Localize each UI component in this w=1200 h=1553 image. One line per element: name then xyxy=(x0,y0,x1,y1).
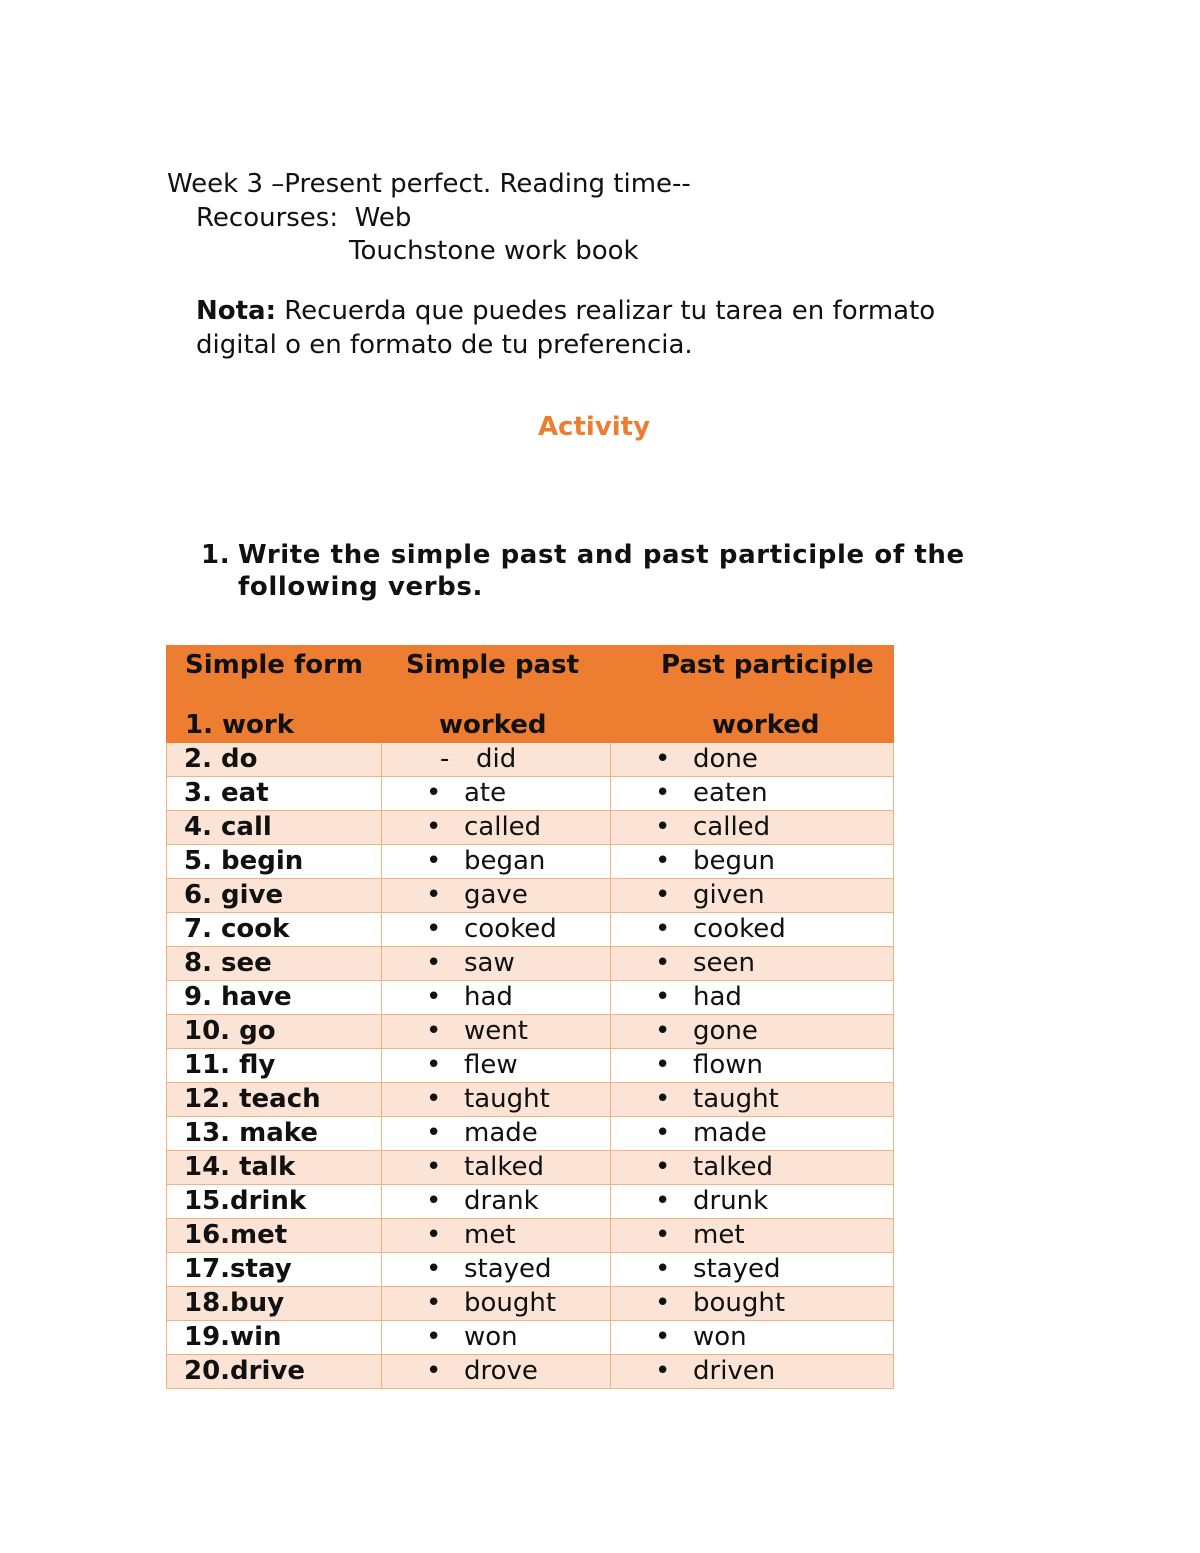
table-row xyxy=(167,777,894,811)
simple-past-cell xyxy=(382,811,611,845)
simple-past-cell xyxy=(382,1287,611,1321)
simple-past-cell xyxy=(382,1219,611,1253)
simple-form-cell: 17.stay xyxy=(167,1253,382,1287)
document-title: Week 3 –Present perfect. Reading time-- xyxy=(167,169,691,199)
past-participle-value: given xyxy=(693,880,765,910)
simple-form-cell: 2. do xyxy=(167,743,382,777)
past-participle-value: cooked xyxy=(693,914,786,944)
note-label: Nota: xyxy=(196,296,276,326)
note-line-2: digital o en formato de tu preferencia. xyxy=(196,330,693,360)
list-marker: • xyxy=(655,1152,671,1182)
simple-past-value: saw xyxy=(464,948,515,978)
simple-past-value: drove xyxy=(464,1356,538,1386)
list-marker: • xyxy=(655,982,671,1012)
list-marker: • xyxy=(655,948,671,978)
past-participle-cell xyxy=(611,1117,894,1151)
table-row xyxy=(167,1185,894,1219)
table-row xyxy=(167,947,894,981)
header-simple-past xyxy=(382,646,611,743)
activity-heading: Activity xyxy=(537,412,651,442)
simple-form-cell: 11. fly xyxy=(167,1049,382,1083)
simple-past-cell xyxy=(382,1321,611,1355)
resources-line-2: Touchstone work book xyxy=(349,236,639,266)
simple-form-cell: 5. begin xyxy=(167,845,382,879)
list-marker: • xyxy=(426,982,442,1012)
header-label: Simple form xyxy=(185,650,364,680)
list-marker: • xyxy=(426,1016,442,1046)
note-line-1 xyxy=(196,294,935,328)
simple-past-cell xyxy=(382,777,611,811)
past-participle-cell xyxy=(611,1083,894,1117)
list-marker: - xyxy=(440,744,450,774)
list-marker: • xyxy=(426,846,442,876)
past-participle-cell xyxy=(611,1253,894,1287)
simple-past-cell xyxy=(382,1083,611,1117)
list-marker: • xyxy=(426,812,442,842)
past-participle-value: won xyxy=(693,1322,747,1352)
list-marker: • xyxy=(655,1050,671,1080)
past-participle-cell xyxy=(611,913,894,947)
past-participle-value: gone xyxy=(693,1016,758,1046)
simple-past-cell xyxy=(382,1049,611,1083)
past-participle-cell xyxy=(611,1321,894,1355)
simple-form-cell: 8. see xyxy=(167,947,382,981)
simple-past-cell xyxy=(382,845,611,879)
simple-past-value: won xyxy=(464,1322,518,1352)
past-participle-value: driven xyxy=(693,1356,776,1386)
simple-past-value: had xyxy=(464,982,513,1012)
past-participle-value: bought xyxy=(693,1288,786,1318)
table-row xyxy=(167,1117,894,1151)
list-marker: • xyxy=(426,1118,442,1148)
instruction-number: 1. xyxy=(201,540,231,570)
list-marker: • xyxy=(655,1118,671,1148)
simple-past-value: made xyxy=(464,1118,538,1148)
list-marker: • xyxy=(426,948,442,978)
simple-past-value: did xyxy=(476,744,517,774)
past-participle-value: called xyxy=(693,812,771,842)
past-participle-value: stayed xyxy=(693,1254,781,1284)
table-row xyxy=(167,1321,894,1355)
table-row xyxy=(167,1083,894,1117)
simple-past-value: went xyxy=(464,1016,528,1046)
simple-past-cell xyxy=(382,1355,611,1389)
past-participle-cell xyxy=(611,1151,894,1185)
simple-form-cell: 6. give xyxy=(167,879,382,913)
list-marker: • xyxy=(655,1356,671,1386)
simple-past-value: called xyxy=(464,812,542,842)
past-participle-cell xyxy=(611,811,894,845)
simple-past-value: met xyxy=(464,1220,516,1250)
simple-form-cell: 13. make xyxy=(167,1117,382,1151)
table-row xyxy=(167,1253,894,1287)
header-label: Past participle xyxy=(661,650,874,680)
list-marker: • xyxy=(655,880,671,910)
table-row xyxy=(167,1219,894,1253)
header-simple-form xyxy=(167,646,382,743)
past-participle-cell xyxy=(611,1015,894,1049)
note-text: Recuerda que puedes realizar tu tarea en formato xyxy=(276,296,936,326)
simple-form-cell: 15.drink xyxy=(167,1185,382,1219)
list-marker: • xyxy=(655,1254,671,1284)
verbs-table xyxy=(166,645,894,1389)
simple-form-cell: 19.win xyxy=(167,1321,382,1355)
list-marker: • xyxy=(655,778,671,808)
simple-past-cell xyxy=(382,743,611,777)
header-past-participle xyxy=(611,646,894,743)
list-marker: • xyxy=(426,1186,442,1216)
table-row xyxy=(167,1151,894,1185)
simple-form-cell: 16.met xyxy=(167,1219,382,1253)
header-example: worked xyxy=(439,710,547,740)
past-participle-cell xyxy=(611,1219,894,1253)
simple-form-cell: 4. call xyxy=(167,811,382,845)
simple-form-cell: 18.buy xyxy=(167,1287,382,1321)
simple-past-value: stayed xyxy=(464,1254,552,1284)
list-marker: • xyxy=(655,1016,671,1046)
past-participle-value: begun xyxy=(693,846,775,876)
table-row xyxy=(167,1049,894,1083)
list-marker: • xyxy=(426,880,442,910)
past-participle-cell xyxy=(611,879,894,913)
simple-form-cell: 9. have xyxy=(167,981,382,1015)
simple-form-cell: 10. go xyxy=(167,1015,382,1049)
list-marker: • xyxy=(426,1050,442,1080)
list-marker: • xyxy=(655,1186,671,1216)
past-participle-cell xyxy=(611,845,894,879)
simple-past-cell xyxy=(382,913,611,947)
table-row xyxy=(167,743,894,777)
simple-form-cell: 12. teach xyxy=(167,1083,382,1117)
list-marker: • xyxy=(426,1220,442,1250)
simple-past-value: ate xyxy=(464,778,507,808)
resources-line: Recourses: Web xyxy=(196,203,412,233)
list-marker: • xyxy=(655,1220,671,1250)
past-participle-value: seen xyxy=(693,948,756,978)
past-participle-cell xyxy=(611,743,894,777)
past-participle-value: eaten xyxy=(693,778,768,808)
past-participle-value: met xyxy=(693,1220,745,1250)
list-marker: • xyxy=(655,1288,671,1318)
verbs-table-body xyxy=(167,743,894,1389)
past-participle-cell xyxy=(611,981,894,1015)
table-header-row xyxy=(167,646,894,743)
list-marker: • xyxy=(655,914,671,944)
simple-past-value: taught xyxy=(464,1084,550,1114)
list-marker: • xyxy=(426,1288,442,1318)
simple-past-cell xyxy=(382,1117,611,1151)
past-participle-value: made xyxy=(693,1118,767,1148)
list-marker: • xyxy=(655,1084,671,1114)
past-participle-cell xyxy=(611,777,894,811)
list-marker: • xyxy=(426,778,442,808)
past-participle-value: flown xyxy=(693,1050,764,1080)
table-row xyxy=(167,811,894,845)
table-row xyxy=(167,913,894,947)
past-participle-value: had xyxy=(693,982,742,1012)
simple-form-cell: 7. cook xyxy=(167,913,382,947)
list-marker: • xyxy=(426,1152,442,1182)
past-participle-value: drunk xyxy=(693,1186,769,1216)
simple-form-cell: 14. talk xyxy=(167,1151,382,1185)
header-example: 1. work xyxy=(185,710,295,740)
list-marker: • xyxy=(655,744,671,774)
simple-form-cell: 20.drive xyxy=(167,1355,382,1389)
past-participle-value: talked xyxy=(693,1152,773,1182)
list-marker: • xyxy=(426,1254,442,1284)
past-participle-cell xyxy=(611,1049,894,1083)
past-participle-cell xyxy=(611,1355,894,1389)
simple-past-cell xyxy=(382,1253,611,1287)
simple-past-cell xyxy=(382,1015,611,1049)
simple-past-cell xyxy=(382,947,611,981)
list-marker: • xyxy=(655,846,671,876)
list-marker: • xyxy=(426,1322,442,1352)
list-marker: • xyxy=(655,1322,671,1352)
simple-past-value: cooked xyxy=(464,914,557,944)
simple-past-cell xyxy=(382,1151,611,1185)
simple-past-cell xyxy=(382,879,611,913)
simple-past-value: flew xyxy=(464,1050,518,1080)
table-row xyxy=(167,1015,894,1049)
instruction-line-1: Write the simple past and past participle of the xyxy=(238,540,965,570)
past-participle-value: done xyxy=(693,744,758,774)
simple-past-value: began xyxy=(464,846,546,876)
simple-past-value: gave xyxy=(464,880,528,910)
table-row xyxy=(167,1355,894,1389)
simple-past-value: bought xyxy=(464,1288,557,1318)
past-participle-cell xyxy=(611,1185,894,1219)
simple-form-cell: 3. eat xyxy=(167,777,382,811)
list-marker: • xyxy=(426,1356,442,1386)
past-participle-value: taught xyxy=(693,1084,779,1114)
table-row xyxy=(167,879,894,913)
table-row xyxy=(167,981,894,1015)
simple-past-cell xyxy=(382,981,611,1015)
simple-past-value: talked xyxy=(464,1152,544,1182)
past-participle-cell xyxy=(611,947,894,981)
list-marker: • xyxy=(426,914,442,944)
list-marker: • xyxy=(655,812,671,842)
header-label: Simple past xyxy=(406,650,579,680)
instruction-line-2: following verbs. xyxy=(238,572,483,602)
simple-past-value: drank xyxy=(464,1186,539,1216)
header-example: worked xyxy=(712,710,820,740)
simple-past-cell xyxy=(382,1185,611,1219)
list-marker: • xyxy=(426,1084,442,1114)
table-row xyxy=(167,1287,894,1321)
table-row xyxy=(167,845,894,879)
past-participle-cell xyxy=(611,1287,894,1321)
